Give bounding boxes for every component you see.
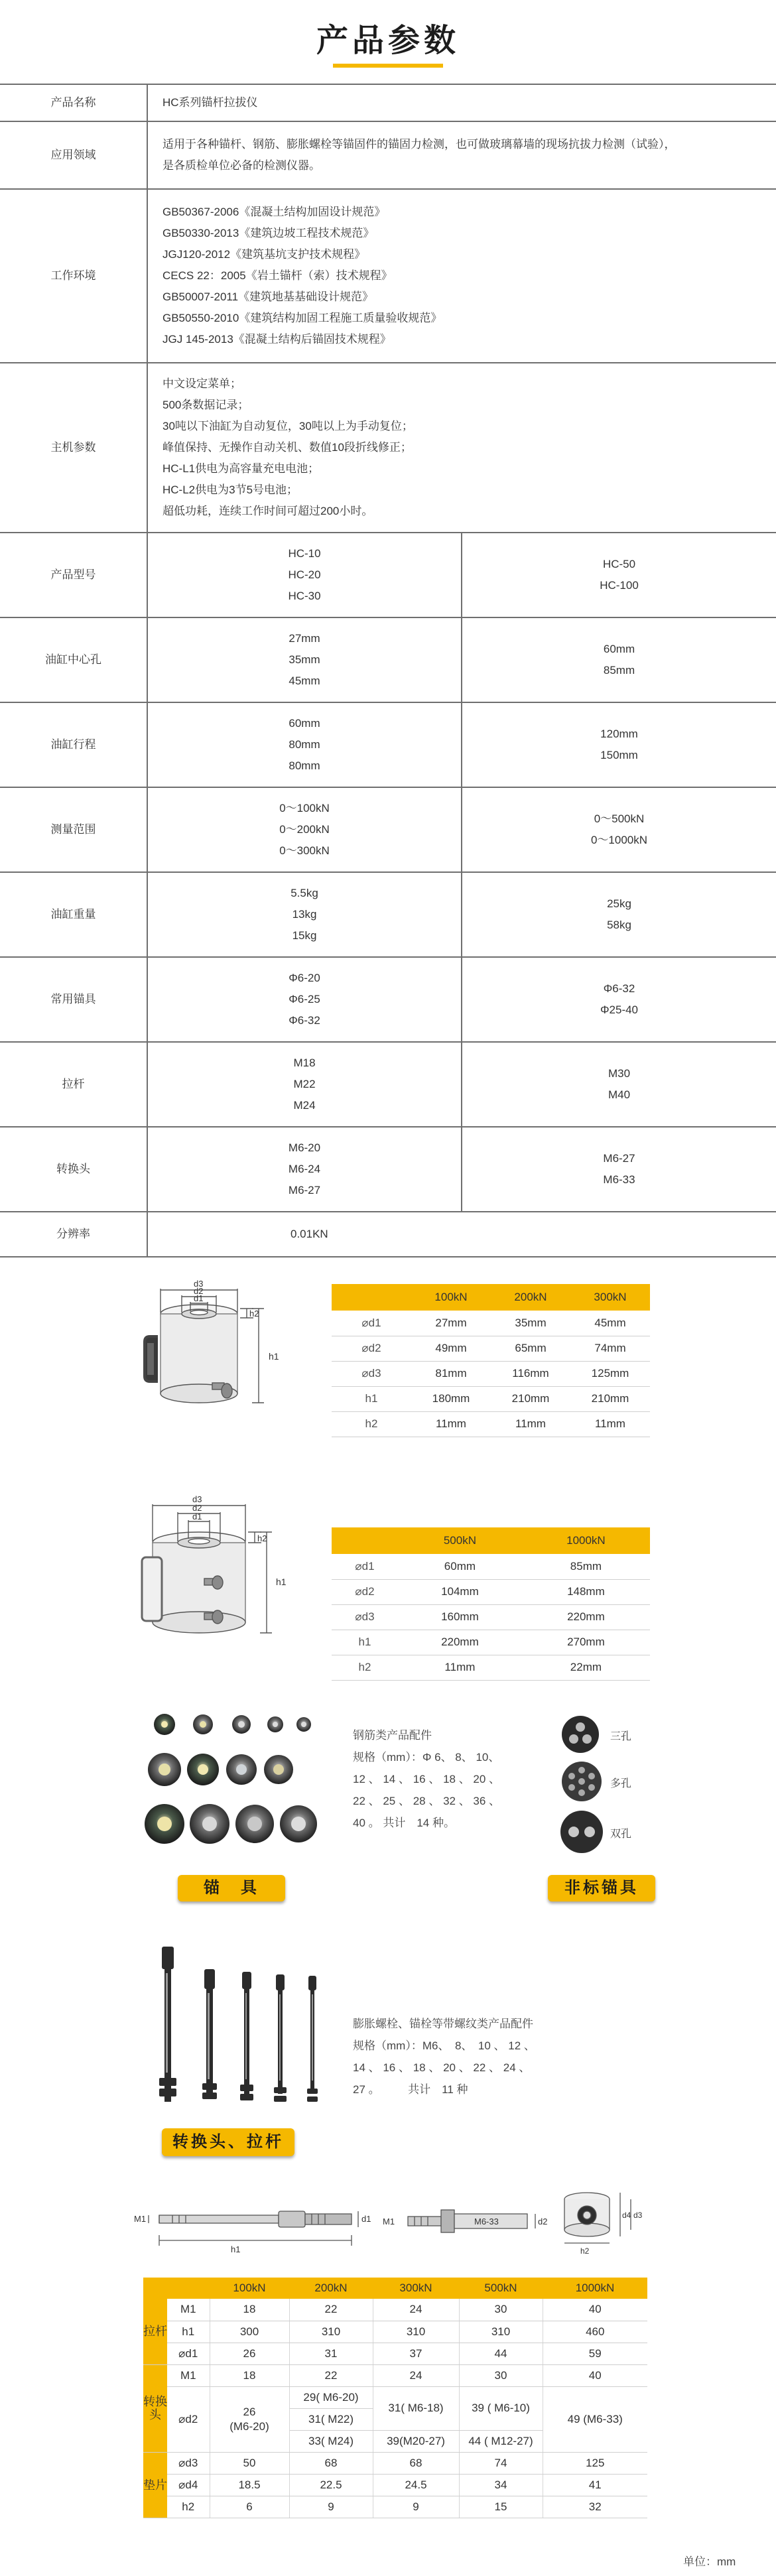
text-line: HC-L2供电为3节5号电池； <box>162 483 298 496</box>
text-line: GB50007-2011《建筑地基基础设计规范》 <box>162 290 374 303</box>
cell: 37 <box>373 2343 459 2364</box>
row-label: ⌀d4 <box>167 2474 210 2496</box>
spec-label: 分辨率 <box>0 1212 147 1257</box>
cell: 49mm <box>411 1336 491 1361</box>
cell: 44 ( M12-27) <box>459 2430 543 2452</box>
table-row <box>143 2474 647 2496</box>
dim-label-d2: d2 <box>192 1503 202 1513</box>
cell: 22 <box>289 2299 373 2321</box>
row-label: ⌀d2 <box>332 1336 411 1361</box>
row-label: M1 <box>167 2364 210 2386</box>
text-line: 钢筋类产品配件 <box>353 1729 432 1742</box>
dim-label-d2: d2 <box>194 1286 204 1296</box>
table-header: 300kN <box>570 1284 650 1311</box>
group-label-rod: 拉杆 <box>143 2299 167 2364</box>
custom-anchor-section-label: 非标锚具 <box>548 1875 655 1901</box>
cell: 35mm <box>491 1311 570 1336</box>
text-line: 60mm <box>603 643 635 655</box>
cell: 160mm <box>398 1604 522 1630</box>
dim-label-h1: h1 <box>269 1351 279 1362</box>
text-line: 13kg <box>292 908 317 921</box>
row-label: ⌀d2 <box>332 1579 398 1604</box>
cell: 41 <box>543 2474 647 2496</box>
spec-label: 转换头 <box>0 1127 147 1212</box>
text-line: 0～500kN <box>594 812 645 825</box>
cell: 22.5 <box>289 2474 373 2496</box>
text-line: M6-33 <box>603 1173 635 1186</box>
cell-line: (M6-20) <box>229 2419 269 2433</box>
text-line: 是各质检单位必备的检测仪器。 <box>162 159 320 172</box>
text-line: HC-50 <box>602 558 636 570</box>
cell: 310 <box>459 2321 543 2343</box>
spec-value-left <box>147 1042 462 1127</box>
dim-label-d4: d4 <box>622 2211 631 2220</box>
dim-label-d3: d3 <box>194 1279 204 1289</box>
spec-label: 主机参数 <box>0 363 147 533</box>
cell: 68 <box>289 2452 373 2474</box>
table-header: 1000kN <box>522 1527 650 1554</box>
cell: 44 <box>459 2343 543 2364</box>
cell: 11mm <box>411 1411 491 1437</box>
dim-label-h1: h1 <box>276 1577 287 1587</box>
text-line: 15kg <box>292 929 317 942</box>
accessory-table <box>143 2278 647 2518</box>
text-line: HC-20 <box>288 568 321 581</box>
text-line: M24 <box>293 1099 316 1112</box>
cell: 148mm <box>522 1579 650 1604</box>
cell: 45mm <box>570 1311 650 1336</box>
table-row <box>143 2364 647 2386</box>
table-row <box>143 2386 647 2408</box>
spec-row-anchor <box>0 957 776 1042</box>
cell: 210mm <box>570 1386 650 1411</box>
cell: 125mm <box>570 1361 650 1386</box>
spec-value: 0.01KN <box>147 1212 776 1257</box>
spec-value-left <box>147 533 462 617</box>
cylinder-large-drawing <box>119 1486 312 1698</box>
text-line: M6-27 <box>288 1184 321 1196</box>
row-label: ⌀d3 <box>332 1361 411 1386</box>
cell: 49 (M6-33) <box>543 2386 647 2452</box>
text-line: 150mm <box>600 749 638 761</box>
cell: 39(M20-27) <box>373 2430 459 2452</box>
text-line: HC-100 <box>600 579 639 592</box>
spec-value-right <box>462 957 776 1042</box>
spec-label: 油缸重量 <box>0 872 147 957</box>
cell: 40 <box>543 2364 647 2386</box>
dim-label-d1: d1 <box>361 2214 371 2224</box>
table-header-blank <box>143 2278 210 2299</box>
anchor-row-small <box>154 1714 311 1735</box>
row-label: ⌀d3 <box>332 1604 398 1630</box>
text-line: 5.5kg <box>291 887 318 899</box>
spec-value-right <box>462 617 776 702</box>
row-label: h1 <box>332 1386 411 1411</box>
dim-label-d1: d1 <box>194 1293 204 1303</box>
cell: 59 <box>543 2343 647 2364</box>
spec-value-left <box>147 702 462 787</box>
text-line: Φ6-32 <box>603 982 635 995</box>
cell: 11mm <box>491 1411 570 1437</box>
text-line: 40 。 共计 14 种。 <box>353 1817 455 1829</box>
text-line: 峰值保持、无操作自动关机、数值10段折线修正； <box>162 441 412 454</box>
spec-row-center-hole <box>0 617 776 702</box>
spec-value: HC系列锚杆拉拔仪 <box>147 84 776 121</box>
three-hole-label: 三孔 <box>610 1731 632 1742</box>
spec-row-host <box>0 363 776 533</box>
cell: 81mm <box>411 1361 491 1386</box>
cell: 270mm <box>522 1630 650 1655</box>
table-row <box>332 1630 650 1655</box>
cell: 18.5 <box>210 2474 289 2496</box>
cell: 31 <box>289 2343 373 2364</box>
spec-row-weight <box>0 872 776 957</box>
table-header: 100kN <box>411 1284 491 1311</box>
dim-label-d2: d2 <box>538 2217 548 2226</box>
dim-label-h2: h2 <box>580 2246 590 2256</box>
spec-row-model <box>0 533 776 617</box>
spec-value-left <box>147 617 462 702</box>
anchor-row-large <box>145 1804 317 1844</box>
text-line: M6-20 <box>288 1141 321 1154</box>
cell: 220mm <box>398 1630 522 1655</box>
text-line: 80mm <box>289 759 320 772</box>
text-line: 0～100kN <box>279 802 330 814</box>
table-row <box>143 2496 647 2518</box>
text-line: CECS 22：2005《岩土锚杆（索）技术规程》 <box>162 269 393 282</box>
two-hole-anchor-icon <box>559 1809 604 1854</box>
text-line: 规格（mm）：M6、 8、 10 、 12 、 <box>353 2039 535 2052</box>
spec-label: 常用锚具 <box>0 957 147 1042</box>
row-label: h2 <box>167 2496 210 2518</box>
spec-value-right <box>462 872 776 957</box>
cell: 24 <box>373 2364 459 2386</box>
cell: 460 <box>543 2321 647 2343</box>
dim-label-h2: h2 <box>257 1533 267 1543</box>
spec-row-adapter <box>0 1127 776 1212</box>
cell: 9 <box>289 2496 373 2518</box>
table-row <box>332 1604 650 1630</box>
text-line: 45mm <box>289 675 320 687</box>
text-line: 25kg <box>607 897 631 910</box>
spec-value-left <box>147 957 462 1042</box>
cylinder-small-drawing <box>119 1270 298 1469</box>
cell: 210mm <box>491 1386 570 1411</box>
dim-label-h1: h1 <box>231 2244 241 2254</box>
text-line: JGJ 145-2013《混凝土结构后锚固技术规程》 <box>162 333 391 346</box>
table-row <box>332 1655 650 1680</box>
cell: 310 <box>289 2321 373 2343</box>
spec-value-right <box>462 533 776 617</box>
spec-label: 油缸行程 <box>0 702 147 787</box>
spec-label: 产品型号 <box>0 533 147 617</box>
row-label: ⌀d2 <box>167 2386 210 2452</box>
dim-label-d3: d3 <box>633 2211 643 2220</box>
text-line: 规格（mm）：Φ 6、 8、 10、 <box>353 1751 500 1764</box>
text-line: M6-24 <box>288 1163 321 1175</box>
text-line: 适用于各种锚杆、钢筋、膨胀螺栓等锚固件的锚固力检测，也可做玻璃幕墙的现场抗拔力检测（试验）， <box>162 138 676 151</box>
adapter-description <box>353 2013 578 2100</box>
pad-drawing <box>560 2186 653 2259</box>
cell: 74mm <box>570 1336 650 1361</box>
text-line: M30 <box>608 1067 631 1080</box>
group-label-pad: 垫片 <box>143 2452 167 2518</box>
table-row <box>332 1311 650 1336</box>
spec-row-stroke <box>0 702 776 787</box>
cell: 31( M6-18) <box>373 2386 459 2430</box>
text-line: 35mm <box>289 653 320 666</box>
cell: 39 ( M6-10) <box>459 2386 543 2430</box>
text-line: Φ6-32 <box>289 1014 320 1027</box>
anchor-section-label: 锚 具 <box>178 1875 285 1901</box>
cell: 85mm <box>522 1554 650 1579</box>
spec-value-right <box>462 787 776 872</box>
spec-label: 测量范围 <box>0 787 147 872</box>
text-line: 中文设定菜单； <box>162 377 241 390</box>
cell: 6 <box>210 2496 289 2518</box>
text-line: 120mm <box>600 728 638 740</box>
text-line: 12 、 14 、 16 、 18 、 20 、 <box>353 1773 501 1785</box>
anchor-photos <box>139 1711 318 1850</box>
cell-line: 26 <box>243 2405 256 2418</box>
spec-value-right <box>462 702 776 787</box>
row-label: ⌀d1 <box>167 2343 210 2364</box>
spec-value-left <box>147 872 462 957</box>
row-label: ⌀d3 <box>167 2452 210 2474</box>
adapter-rod-photos <box>146 1947 325 2112</box>
anchor-row-medium <box>148 1753 293 1786</box>
spec-label: 工作环境 <box>0 189 147 363</box>
text-line: JGJ120-2012《建筑基坑支护技术规程》 <box>162 248 366 261</box>
table-row <box>332 1554 650 1579</box>
table-row <box>332 1361 650 1386</box>
cell: 26 <box>210 2343 289 2364</box>
cell: 29( M6-20) <box>289 2386 373 2408</box>
text-line: M22 <box>293 1078 316 1090</box>
spec-value <box>147 363 776 533</box>
row-label: h1 <box>167 2321 210 2343</box>
dim-label-m6-33: M6-33 <box>474 2217 499 2226</box>
text-line: 膨胀螺栓、锚栓等带螺纹类产品配件 <box>353 2018 533 2030</box>
text-line: 14 、 16 、 18 、 20 、 22 、 24 、 <box>353 2061 531 2074</box>
text-line: 58kg <box>607 919 631 931</box>
dim-label-m1: M1 <box>134 2214 147 2224</box>
cell: 65mm <box>491 1336 570 1361</box>
cell: 24.5 <box>373 2474 459 2496</box>
multi-hole-anchor-icon <box>560 1760 603 1803</box>
adapter-drawing <box>381 2201 554 2247</box>
table-row <box>332 1411 650 1437</box>
dim-label-m1: M1 <box>383 2217 395 2226</box>
text-line: 22 、 25 、 28 、 32 、 36 、 <box>353 1795 501 1807</box>
spec-value-left <box>147 787 462 872</box>
row-label: h1 <box>332 1630 398 1655</box>
cell: 34 <box>459 2474 543 2496</box>
table-row <box>332 1386 650 1411</box>
table-header: 1000kN <box>543 2278 647 2299</box>
cell: 22 <box>289 2364 373 2386</box>
text-line: 0～300kN <box>279 844 330 857</box>
cell: 24 <box>373 2299 459 2321</box>
adapter-section-label: 转换头、拉杆 <box>162 2128 294 2156</box>
text-line: Φ6-20 <box>289 972 320 984</box>
cell: 31( M22) <box>289 2408 373 2430</box>
cell: 104mm <box>398 1579 522 1604</box>
anchor-description <box>353 1724 545 1834</box>
text-line: M18 <box>293 1057 316 1069</box>
row-label: ⌀d1 <box>332 1554 398 1579</box>
cell: 40 <box>543 2299 647 2321</box>
table-header: 200kN <box>289 2278 373 2299</box>
text-line: 27mm <box>289 632 320 645</box>
table-header: 200kN <box>491 1284 570 1311</box>
spec-label: 油缸中心孔 <box>0 617 147 702</box>
table-row <box>143 2321 647 2343</box>
spec-label: 应用领域 <box>0 121 147 189</box>
table-header: 100kN <box>210 2278 289 2299</box>
spec-row-resolution <box>0 1212 776 1257</box>
spec-label: 拉杆 <box>0 1042 147 1127</box>
page-title: 产品参数 <box>316 22 460 59</box>
spec-row-name <box>0 84 776 121</box>
three-hole-anchor-icon <box>560 1714 600 1754</box>
text-line: 85mm <box>603 664 635 676</box>
cell: 18 <box>210 2364 289 2386</box>
text-line: 60mm <box>289 717 320 730</box>
text-line: 超低功耗，连续工作时间可超过200小时。 <box>162 505 373 517</box>
table-row <box>332 1579 650 1604</box>
text-line: HC-30 <box>288 590 321 602</box>
cell: 11mm <box>570 1411 650 1437</box>
cell: 180mm <box>411 1386 491 1411</box>
spec-row-standards <box>0 189 776 363</box>
cylinder-small-table <box>332 1284 650 1437</box>
cell: 310 <box>373 2321 459 2343</box>
cell: 9 <box>373 2496 459 2518</box>
cell: 74 <box>459 2452 543 2474</box>
table-row <box>332 1336 650 1361</box>
table-header <box>332 1284 411 1311</box>
text-line: Φ25-40 <box>600 1003 639 1016</box>
text-line: GB50367-2006《混凝土结构加固设计规范》 <box>162 206 386 218</box>
table-header: 500kN <box>398 1527 522 1554</box>
table-row <box>143 2452 647 2474</box>
cell: 68 <box>373 2452 459 2474</box>
spec-row-rod <box>0 1042 776 1127</box>
text-line: HC-10 <box>288 547 321 560</box>
row-label: ⌀d1 <box>332 1311 411 1336</box>
rod-drawing <box>133 2189 371 2255</box>
text-line: 80mm <box>289 738 320 751</box>
cell: 22mm <box>522 1655 650 1680</box>
group-label-adapter: 转换头 <box>143 2364 167 2452</box>
table-row <box>143 2343 647 2364</box>
row-label: h2 <box>332 1411 411 1437</box>
text-line: 30吨以下油缸为自动复位，30吨以上为手动复位； <box>162 420 413 432</box>
spec-value-left <box>147 1127 462 1212</box>
cell: 300 <box>210 2321 289 2343</box>
text-line: 27 。 共计 11 种 <box>353 2083 468 2096</box>
cell: 125 <box>543 2452 647 2474</box>
unit-note: 单位：mm <box>683 2555 736 2568</box>
row-label: M1 <box>167 2299 210 2321</box>
text-line: Φ6-25 <box>289 993 320 1005</box>
cell: 27mm <box>411 1311 491 1336</box>
table-header: 300kN <box>373 2278 459 2299</box>
spec-table <box>0 84 776 1257</box>
spec-label: 产品名称 <box>0 84 147 121</box>
cell <box>210 2386 289 2452</box>
text-line: 0～1000kN <box>590 834 648 846</box>
multi-hole-label: 多孔 <box>610 1778 632 1789</box>
table-header <box>332 1527 398 1554</box>
text-line: GB50550-2010《建筑结构加固工程施工质量验收规范》 <box>162 312 442 324</box>
spec-value-right <box>462 1042 776 1127</box>
row-label: h2 <box>332 1655 398 1680</box>
table-row <box>143 2299 647 2321</box>
cell: 32 <box>543 2496 647 2518</box>
text-line: HC-L1供电为高容量充电电池； <box>162 462 320 475</box>
spec-row-range <box>0 787 776 872</box>
dim-label-d3: d3 <box>192 1494 202 1504</box>
dim-label-h2: h2 <box>249 1309 259 1319</box>
cell: 50 <box>210 2452 289 2474</box>
text-line: 0～200kN <box>279 823 330 836</box>
cell: 18 <box>210 2299 289 2321</box>
text-line: 500条数据记录； <box>162 399 249 411</box>
cell: 11mm <box>398 1655 522 1680</box>
table-header: 500kN <box>459 2278 543 2299</box>
spec-value <box>147 121 776 189</box>
spec-value <box>147 189 776 363</box>
spec-value-right <box>462 1127 776 1212</box>
text-line: GB50330-2013《建筑边坡工程技术规范》 <box>162 227 375 239</box>
two-hole-label: 双孔 <box>610 1829 632 1840</box>
text-line: M40 <box>608 1088 631 1101</box>
text-line: M6-27 <box>603 1152 635 1165</box>
cell: 60mm <box>398 1554 522 1579</box>
cell: 15 <box>459 2496 543 2518</box>
title-underline <box>333 64 443 68</box>
cell: 30 <box>459 2364 543 2386</box>
dim-label-d1: d1 <box>192 1512 202 1521</box>
cell: 30 <box>459 2299 543 2321</box>
cell: 116mm <box>491 1361 570 1386</box>
cell: 33( M24) <box>289 2430 373 2452</box>
cylinder-large-table <box>332 1527 650 1681</box>
spec-row-application <box>0 121 776 189</box>
cell: 220mm <box>522 1604 650 1630</box>
